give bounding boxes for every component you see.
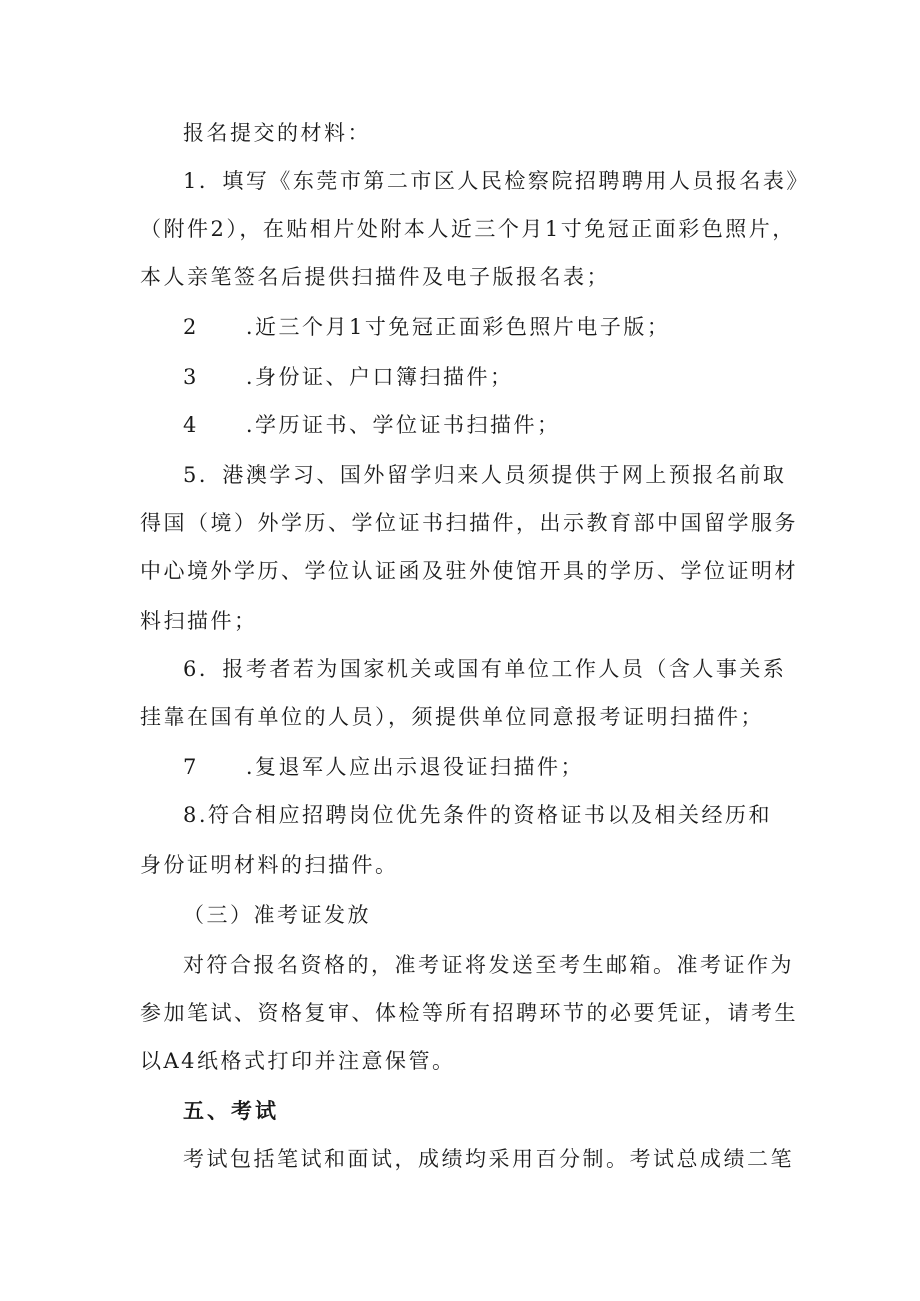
section-exam-heading: 五、考试	[183, 1099, 279, 1123]
item-6-line-2: 挂靠在国有单位的人员），须提供单位同意报考证明扫描件；	[140, 705, 764, 729]
materials-heading: 报名提交的材料：	[183, 121, 371, 145]
item-8-line-2: 身份证明材料的扫描件。	[140, 853, 399, 877]
item-5-line-3: 中心境外学历、学位认证函及驻外使馆开具的学历、学位证明材	[140, 559, 798, 583]
item-2: 2 .近三个月1寸免冠正面彩色照片电子版；	[183, 315, 671, 339]
item-5-line-4: 料扫描件；	[140, 609, 258, 633]
admission-paragraph-line-2: 参加笔试、资格复审、体检等所有招聘环节的必要凭证，请考生	[140, 1001, 798, 1025]
item-1-line-3: 本人亲笔签名后提供扫描件及电子版报名表；	[140, 265, 610, 289]
item-5-line-2: 得国（境）外学历、学位证书扫描件，出示教育部中国留学服务	[140, 511, 798, 535]
item-5-line-1: 5．港澳学习、国外留学归来人员须提供于网上预报名前取	[183, 463, 787, 487]
item-7: 7 .复退军人应出示退役证扫描件；	[183, 755, 585, 779]
item-8-line-1: 8.符合相应招聘岗位优先条件的资格证书以及相关经历和	[183, 803, 773, 827]
admission-paragraph-line-3: 以A4纸格式打印并注意保管。	[140, 1049, 456, 1073]
item-1-line-1: 1．填写《东莞市第二市区人民检察院招聘聘用人员报名表》	[183, 169, 810, 193]
section-admission-ticket-heading: （三）准考证发放	[183, 903, 371, 927]
item-6-line-1: 6．报考者若为国家机关或国有单位工作人员（含人事关系	[183, 657, 787, 681]
admission-paragraph-line-1: 对符合报名资格的，准考证将发送至考生邮箱。准考证作为	[183, 953, 794, 977]
item-3: 3 .身份证、户口簿扫描件；	[183, 365, 514, 389]
item-4: 4 .学历证书、学位证书扫描件；	[183, 413, 561, 437]
exam-paragraph-line-1: 考试包括笔试和面试，成绩均采用百分制。考试总成绩二笔	[183, 1147, 794, 1171]
item-1-line-2: （附件2），在贴相片处附本人近三个月1寸免冠正面彩色照片，	[140, 217, 796, 241]
